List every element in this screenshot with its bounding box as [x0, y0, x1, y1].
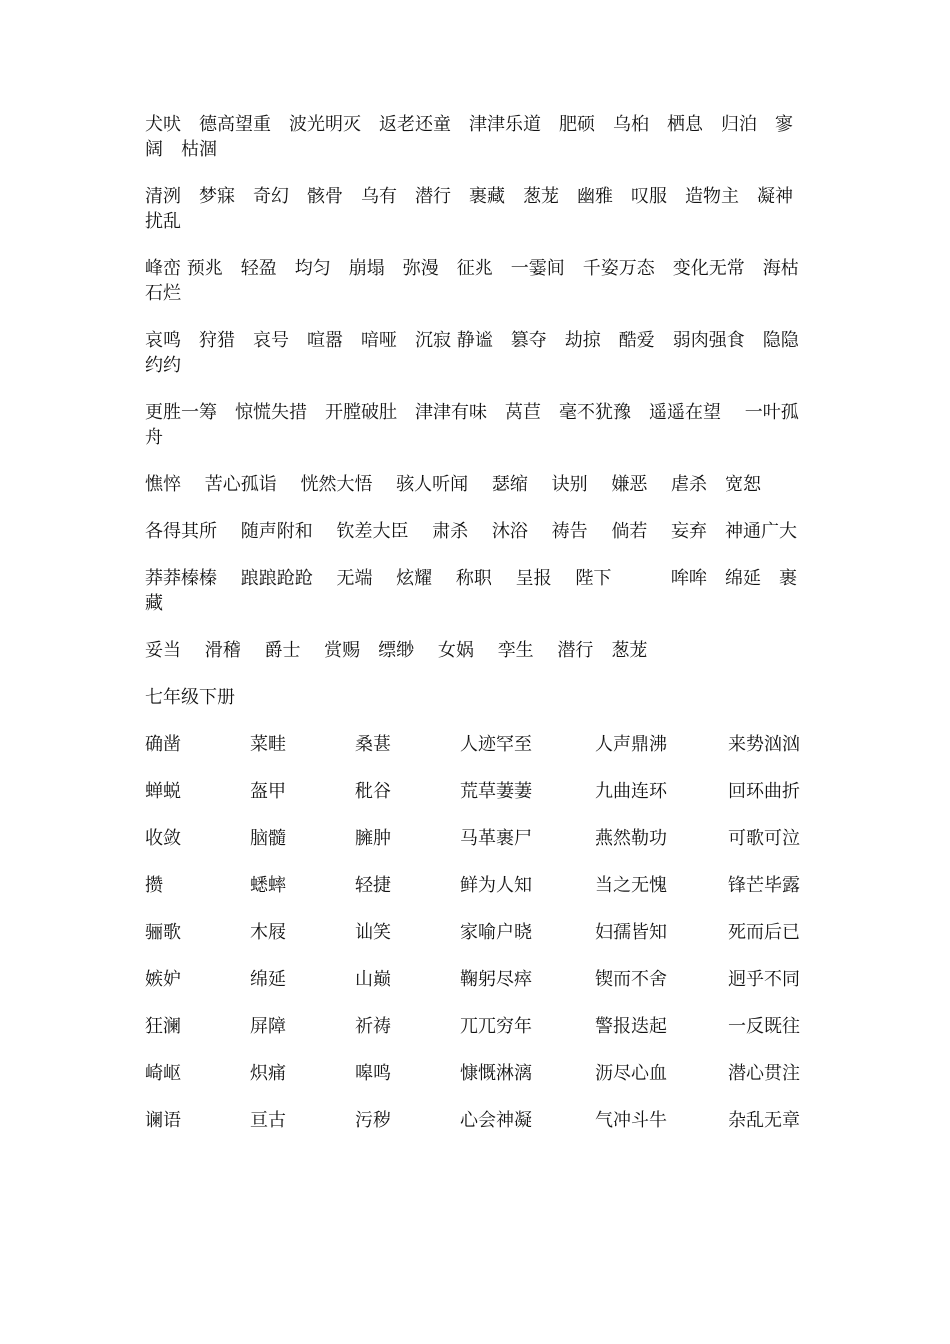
table-cell: 狂澜 [145, 1016, 181, 1037]
table-cell: 鲜为人知 [460, 875, 532, 896]
document-page [145, 112, 817, 1155]
table-cell: 可歌可泣 [728, 828, 800, 849]
table-cell: 攒 [145, 875, 163, 896]
table-cell: 骊歌 [145, 922, 181, 943]
table-cell: 人声鼎沸 [595, 734, 667, 755]
table-cell: 兀兀穷年 [460, 1016, 532, 1037]
vocab-paragraph-5: 更胜一筹 惊慌失措 开膛破肚 津津有味 莴苣 毫不犹豫 遥遥在望 一叶孤舟 [145, 402, 799, 448]
table-cell: 菜畦 [250, 734, 286, 755]
table-cell: 慷慨淋漓 [460, 1063, 532, 1084]
table-row [145, 1014, 807, 1061]
table-cell: 轻捷 [355, 875, 391, 896]
table-cell: 讪笑 [355, 922, 391, 943]
table-cell: 臃肿 [355, 828, 391, 849]
table-cell: 蝉蜕 [145, 781, 181, 802]
table-cell: 来势汹汹 [728, 734, 800, 755]
table-cell: 秕谷 [355, 781, 391, 802]
table-cell: 九曲连环 [595, 781, 667, 802]
section-title: 七年级下册 [145, 687, 235, 708]
table-cell: 木屐 [250, 922, 286, 943]
table-cell: 锲而不舍 [595, 969, 667, 990]
table-cell: 潜心贯注 [728, 1063, 800, 1084]
table-cell: 燕然勒功 [595, 828, 667, 849]
vocab-paragraph-9: 妥当 滑稽 爵士 赏赐 缥缈 女娲 孪生 潜行 葱茏 [145, 640, 648, 661]
table-cell: 蟋蟀 [250, 875, 286, 896]
vocab-paragraph-4: 哀鸣 狩猎 哀号 喧嚣 喑哑 沉寂 静谧 篡夺 劫掠 酷爱 弱肉强食 隐隐约约 [145, 330, 799, 376]
table-row [145, 732, 807, 779]
table-cell: 沥尽心血 [595, 1063, 667, 1084]
table-cell: 警报迭起 [595, 1016, 667, 1037]
table-cell: 嗥鸣 [355, 1063, 391, 1084]
table-cell: 绵延 [250, 969, 286, 990]
table-cell: 迥乎不同 [728, 969, 800, 990]
table-cell: 嫉妒 [145, 969, 181, 990]
vocab-paragraph-1: 犬吠 德高望重 波光明灭 返老还童 津津乐道 肥硕 乌桕 栖息 归泊 寥阔 枯涸 [145, 114, 793, 160]
table-cell: 盔甲 [250, 781, 286, 802]
table-cell: 炽痛 [250, 1063, 286, 1084]
table-row [145, 967, 807, 1014]
table-cell: 崎岖 [145, 1063, 181, 1084]
table-cell: 气冲斗牛 [595, 1110, 667, 1131]
word-table [145, 732, 807, 1155]
vocab-paragraph-3: 峰峦 预兆 轻盈 均匀 崩塌 弥漫 征兆 一霎间 千姿万态 变化无常 海枯石烂 [145, 258, 799, 304]
table-cell: 死而后已 [728, 922, 800, 943]
table-row [145, 1061, 807, 1108]
vocab-paragraph-8: 莽莽榛榛 踉踉跄跄 无端 炫耀 称职 呈报 陛下 哞哞 绵延 裹藏 [145, 568, 798, 614]
table-cell: 确凿 [145, 734, 181, 755]
vocab-paragraph-6: 憔悴 苦心孤诣 恍然大悟 骇人听闻 瑟缩 诀别 嫌恶 虐杀 宽恕 [145, 474, 762, 495]
table-cell: 祈祷 [355, 1016, 391, 1037]
table-row [145, 779, 807, 826]
table-cell: 锋芒毕露 [728, 875, 800, 896]
table-cell: 当之无愧 [595, 875, 667, 896]
table-cell: 马革裹尸 [460, 828, 532, 849]
vocabulary-paragraphs [145, 112, 817, 663]
table-cell: 谰语 [145, 1110, 181, 1131]
vocab-paragraph-2: 清洌 梦寐 奇幻 骸骨 乌有 潜行 裹藏 葱茏 幽雅 叹服 造物主 凝神 扰乱 [145, 186, 817, 232]
table-cell: 污秽 [355, 1110, 391, 1131]
table-cell: 桑葚 [355, 734, 391, 755]
table-row [145, 826, 807, 873]
table-cell: 山巅 [355, 969, 391, 990]
table-cell: 收敛 [145, 828, 181, 849]
table-row [145, 920, 807, 967]
table-cell: 心会神凝 [460, 1110, 532, 1131]
table-cell: 人迹罕至 [460, 734, 532, 755]
table-cell: 杂乱无章 [728, 1110, 800, 1131]
table-row [145, 873, 807, 920]
table-cell: 屏障 [250, 1016, 286, 1037]
table-row [145, 1108, 807, 1155]
table-cell: 鞠躬尽瘁 [460, 969, 532, 990]
table-cell: 回环曲折 [728, 781, 800, 802]
table-cell: 亘古 [250, 1110, 286, 1131]
table-cell: 妇孺皆知 [595, 922, 667, 943]
table-cell: 荒草萋萋 [460, 781, 532, 802]
vocab-paragraph-7: 各得其所 随声附和 钦差大臣 肃杀 沐浴 祷告 倘若 妄弃 神通广大 [145, 521, 798, 542]
table-cell: 家喻户晓 [460, 922, 532, 943]
table-cell: 脑髓 [250, 828, 286, 849]
table-cell: 一反既往 [728, 1016, 800, 1037]
